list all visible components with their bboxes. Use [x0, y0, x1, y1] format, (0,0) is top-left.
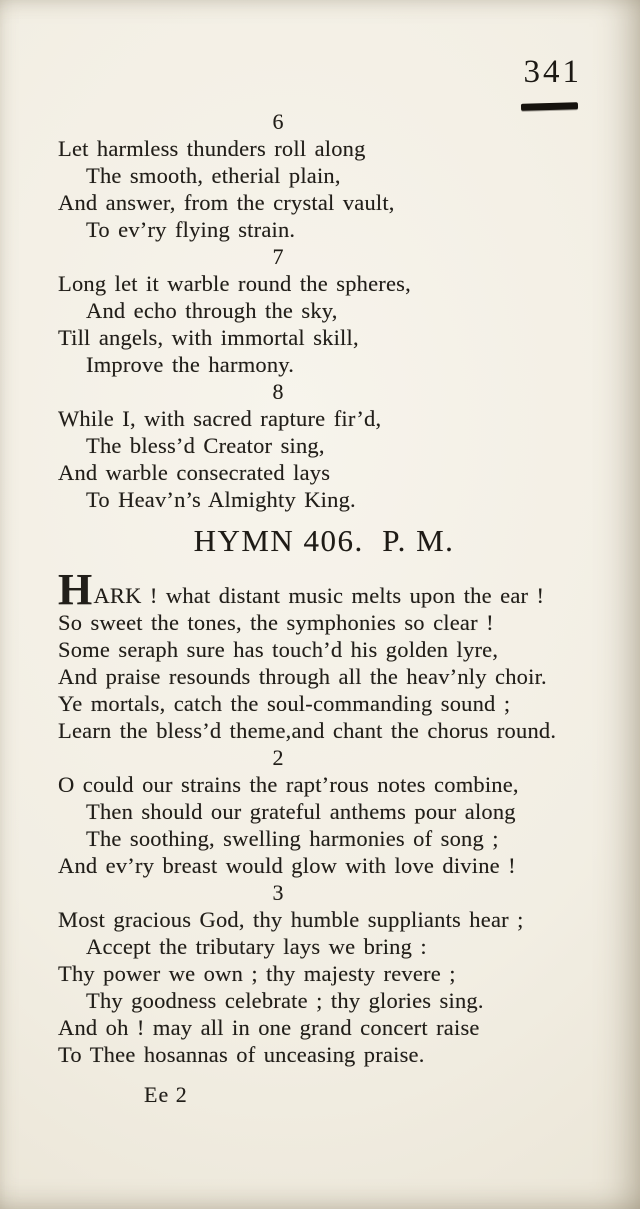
verse-number: 6	[272, 109, 284, 134]
poem-line: Thy power we own ; thy majesty revere ;	[58, 961, 456, 986]
later-stanzas	[58, 744, 606, 1068]
stanza-one-lines	[58, 609, 606, 744]
poem-line: Accept the tributary lays we bring :	[86, 934, 427, 959]
poem-line: The soothing, swelling harmonies of song ;	[86, 826, 499, 851]
poem-line: Ye mortals, catch the soul-commanding sound ;	[58, 691, 511, 716]
hymn-first-line	[58, 565, 606, 614]
poem-line: Till angels, with immortal skill,	[58, 325, 359, 350]
drop-cap-initial: H	[58, 565, 93, 614]
signature-mark: Ee 2	[144, 1082, 188, 1107]
poem-line: To Heav’n’s Almighty King.	[86, 487, 356, 512]
poem-line: Thy goodness celebrate ; thy glories sing.	[86, 988, 484, 1013]
page-number: 341	[523, 54, 582, 90]
poem-line: Some seraph sure has touch’d his golden lyre,	[58, 637, 499, 662]
poem-line: And ev’ry breast would glow with love divine !	[58, 853, 516, 878]
hymn-body	[58, 565, 606, 1068]
verse-number: 7	[272, 244, 284, 269]
poem-line: Most gracious God, thy humble suppliants hear ;	[58, 907, 524, 932]
poem-line: To Thee hosannas of unceasing praise.	[58, 1042, 425, 1067]
stanza-number: 3	[272, 880, 284, 905]
poem-line: So sweet the tones, the symphonies so clear !	[58, 610, 494, 635]
poem-line: While I, with sacred rapture fir’d,	[58, 406, 382, 431]
poem-line: And oh ! may all in one grand concert raise	[58, 1015, 480, 1040]
poem-line: Then should our grateful anthems pour along	[86, 799, 516, 824]
poem-line: And warble consecrated lays	[58, 460, 331, 485]
poem-line: To ev’ry flying strain.	[86, 217, 296, 242]
poem-line: The smooth, etherial plain,	[86, 163, 341, 188]
poem-line: Let harmless thunders roll along	[58, 136, 366, 161]
poem-line: Learn the bless’d theme,and chant the chorus round.	[58, 718, 557, 743]
hymn-heading: HYMN 406. P. M.	[193, 523, 455, 558]
page-content	[58, 108, 606, 1108]
poem-line: And echo through the sky,	[86, 298, 338, 323]
top-verses	[58, 108, 606, 513]
poem-line: The bless’d Creator sing,	[86, 433, 325, 458]
poem-line: O could our strains the rapt’rous notes combine,	[58, 772, 519, 797]
poem-line: Long let it warble round the spheres,	[58, 271, 411, 296]
verse-number: 8	[272, 379, 284, 404]
hymn-first-line-text: ARK ! what distant music melts upon the ear !	[93, 583, 545, 608]
poem-line: And answer, from the crystal vault,	[58, 190, 395, 215]
poem-line: And praise resounds through all the heav’nly choir.	[58, 664, 547, 689]
stanza-number: 2	[272, 745, 284, 770]
poem-line: Improve the harmony.	[86, 352, 295, 377]
